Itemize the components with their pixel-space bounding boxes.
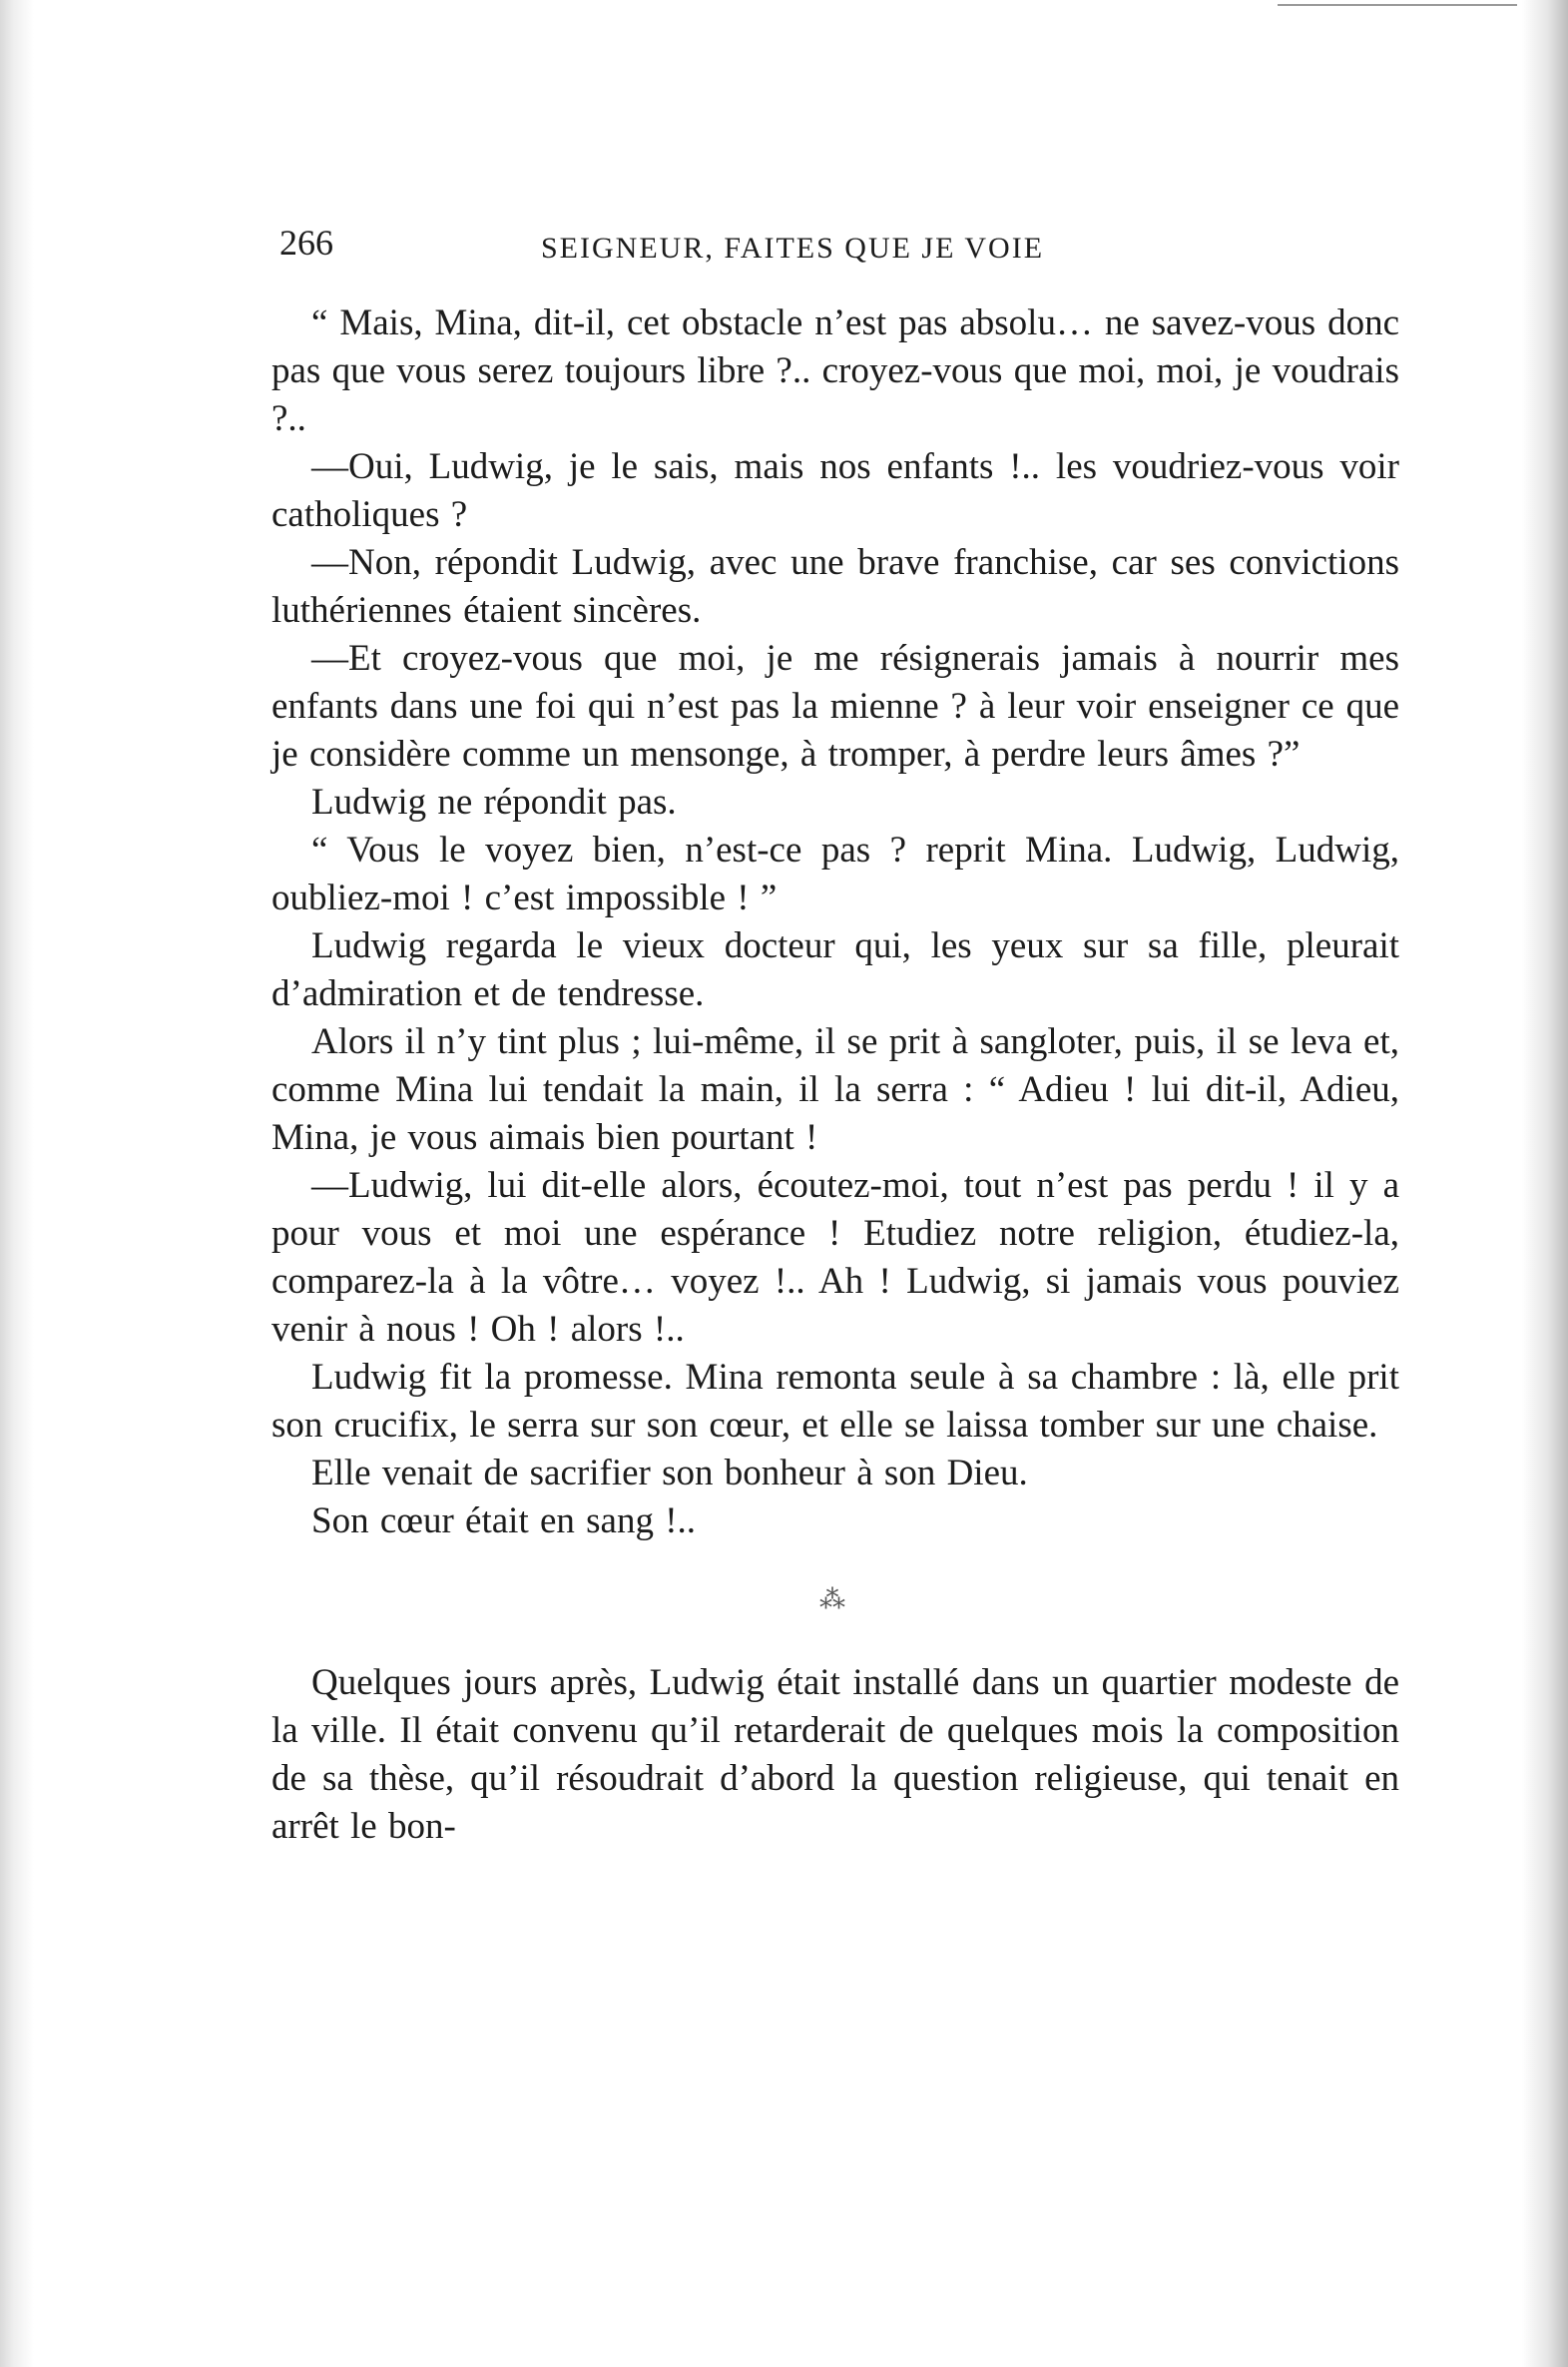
scan-top-rule bbox=[1278, 4, 1517, 6]
paragraph: Quelques jours après, Ludwig était installé dans un quartier modeste de la ville. Il était convenu qu’il retarderait de quelques mois la composition de sa thèse, qu’il résoudrait d’abord la question religieuse, qui tenait en arrêt le bon- bbox=[271, 1662, 1399, 1847]
paragraph: Ludwig regarda le vieux docteur qui, les yeux sur sa fille, pleurait d’admiration et de tendresse. bbox=[271, 925, 1399, 1014]
paragraph: —Et croyez-vous que moi, je me résignerais jamais à nourrir mes enfants dans une foi qui n’est pas la mienne ? à leur voir enseigner ce que je considère comme un mensonge, à tromper, à perdre leurs âmes ?” bbox=[271, 638, 1399, 775]
paragraph: —Oui, Ludwig, je le sais, mais nos enfants !.. les voudriez-vous voir catholiques ? bbox=[271, 446, 1399, 535]
page-number: 266 bbox=[279, 223, 333, 263]
paragraph: Ludwig fit la promesse. Mina remonta seule à sa chambre : là, elle prit son crucifix, le serra sur son cœur, et elle se laissa tomber sur une chaise. bbox=[271, 1357, 1399, 1446]
paragraph: “ Mais, Mina, dit-il, cet obstacle n’est pas absolu… ne savez-vous donc pas que vous serez toujours libre ?.. croyez-vous que moi, moi, je voudrais ?.. bbox=[271, 302, 1399, 439]
paragraph: “ Vous le voyez bien, n’est-ce pas ? reprit Mina. Ludwig, Ludwig, oubliez-moi ! c’est impossible ! ” bbox=[271, 830, 1399, 918]
page-right-edge-shadow bbox=[1522, 0, 1568, 2367]
paragraph: Elle venait de sacrifier son bonheur à son Dieu. bbox=[311, 1453, 1028, 1493]
paragraph: Son cœur était en sang !.. bbox=[311, 1500, 697, 1541]
page-left-edge-shadow bbox=[0, 0, 34, 2367]
running-head bbox=[271, 222, 1399, 292]
body-text bbox=[271, 299, 1399, 1851]
paragraph: —Non, répondit Ludwig, avec une brave franchise, car ses convictions luthériennes étaient sincères. bbox=[271, 542, 1399, 631]
book-page bbox=[271, 222, 1399, 1851]
section-separator-asterism: ⁂ bbox=[819, 1585, 851, 1614]
paragraph: Alors il n’y tint plus ; lui-même, il se prit à sangloter, puis, il se leva et, comme Mina lui tendait la main, il la serra : “ Adieu ! lui dit-il, Adieu, Mina, je vous aimais bien pourtant ! bbox=[271, 1021, 1399, 1158]
running-title: SEIGNEUR, FAITES QUE JE VOIE bbox=[541, 232, 1045, 265]
paragraph: —Ludwig, lui dit-elle alors, écoutez-moi, tout n’est pas perdu ! il y a pour vous et moi une espérance ! Etudiez notre religion, étudiez-la, comparez-la à la vôtre… voyez !.. Ah ! Ludwig, si jamais vous pouviez venir à nous ! Oh ! alors !.. bbox=[271, 1165, 1399, 1350]
paragraph: Ludwig ne répondit pas. bbox=[311, 782, 677, 823]
